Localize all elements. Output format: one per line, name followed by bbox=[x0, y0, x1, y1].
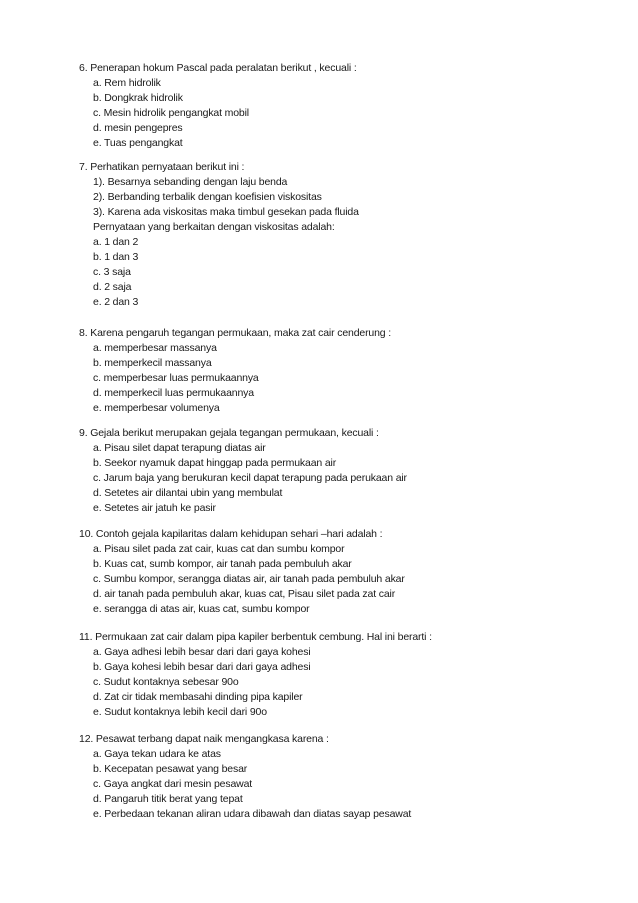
question-stem: 9. Gejala berikut merupakan gejala tegangan permukaan, kecuali : bbox=[79, 427, 379, 439]
answer-option: c. Sumbu kompor, serangga diatas air, air tanah pada pembuluh akar bbox=[93, 573, 405, 585]
answer-option: c. Sudut kontaknya sebesar 90o bbox=[93, 676, 239, 688]
answer-option: d. Setetes air dilantai ubin yang membulat bbox=[93, 487, 283, 499]
answer-option: d. air tanah pada pembuluh akar, kuas cat, Pisau silet pada zat cair bbox=[93, 588, 396, 600]
answer-option: a. memperbesar massanya bbox=[93, 342, 217, 354]
answer-option: b. Dongkrak hidrolik bbox=[93, 92, 183, 104]
answer-option: a. Pisau silet pada zat cair, kuas cat dan sumbu kompor bbox=[93, 543, 345, 555]
answer-option: e. 2 dan 3 bbox=[93, 296, 139, 308]
answer-option: e. Sudut kontaknya lebih kecil dari 90o bbox=[93, 706, 267, 718]
answer-option: e. Perbedaan tekanan aliran udara dibawah dan diatas sayap pesawat bbox=[93, 808, 412, 820]
answer-option: c. Jarum baja yang berukuran kecil dapat terapung pada perukaan air bbox=[93, 472, 407, 484]
question-stem: 10. Contoh gejala kapilaritas dalam kehidupan sehari –hari adalah : bbox=[79, 528, 383, 540]
question-9 bbox=[79, 426, 599, 516]
question-11 bbox=[79, 630, 599, 720]
answer-option: a. Rem hidrolik bbox=[93, 77, 161, 89]
question-stem: 7. Perhatikan pernyataan berikut ini : bbox=[79, 161, 245, 173]
answer-option: e. serangga di atas air, kuas cat, sumbu kompor bbox=[93, 603, 310, 615]
answer-option: a. 1 dan 2 bbox=[93, 236, 139, 248]
answer-option: d. Zat cir tidak membasahi dinding pipa kapiler bbox=[93, 691, 303, 703]
answer-option: c. Gaya angkat dari mesin pesawat bbox=[93, 778, 253, 790]
answer-option: d. Pangaruh titik berat yang tepat bbox=[93, 793, 243, 805]
question-8 bbox=[79, 326, 599, 416]
answer-option: e. memperbesar volumenya bbox=[93, 402, 220, 414]
answer-option: d. memperkecil luas permukaannya bbox=[93, 387, 254, 399]
answer-option: b. Kuas cat, sumb kompor, air tanah pada pembuluh akar bbox=[93, 558, 352, 570]
answer-option: c. Mesin hidrolik pengangkat mobil bbox=[93, 107, 249, 119]
answer-option: a. Gaya tekan udara ke atas bbox=[93, 748, 221, 760]
answer-option: a. Pisau silet dapat terapung diatas air bbox=[93, 442, 266, 454]
statement-line: 3). Karena ada viskositas maka timbul gesekan pada fluida bbox=[93, 206, 359, 218]
question-10 bbox=[79, 527, 599, 617]
question-stem: 6. Penerapan hokum Pascal pada peralatan berikut , kecuali : bbox=[79, 62, 357, 74]
answer-option: d. 2 saja bbox=[93, 281, 132, 293]
question-7 bbox=[79, 160, 599, 310]
answer-option: e. Tuas pengangkat bbox=[93, 137, 183, 149]
statement-line: Pernyataan yang berkaitan dengan viskositas adalah: bbox=[93, 221, 335, 233]
answer-option: b. Gaya kohesi lebih besar dari dari gaya adhesi bbox=[93, 661, 311, 673]
answer-option: a. Gaya adhesi lebih besar dari dari gaya kohesi bbox=[93, 646, 311, 658]
answer-option: c. memperbesar luas permukaannya bbox=[93, 372, 259, 384]
question-6 bbox=[79, 61, 599, 151]
answer-option: c. 3 saja bbox=[93, 266, 131, 278]
question-stem: 12. Pesawat terbang dapat naik mengangkasa karena : bbox=[79, 733, 329, 745]
answer-option: b. Kecepatan pesawat yang besar bbox=[93, 763, 248, 775]
question-stem: 11. Permukaan zat cair dalam pipa kapiler berbentuk cembung. Hal ini berarti : bbox=[79, 631, 432, 643]
question-stem: 8. Karena pengaruh tegangan permukaan, maka zat cair cenderung : bbox=[79, 327, 392, 339]
statement-line: 1). Besarnya sebanding dengan laju benda bbox=[93, 176, 288, 188]
answer-option: e. Setetes air jatuh ke pasir bbox=[93, 502, 216, 514]
answer-option: b. Seekor nyamuk dapat hinggap pada permukaan air bbox=[93, 457, 337, 469]
answer-option: d. mesin pengepres bbox=[93, 122, 183, 134]
answer-option: b. memperkecil massanya bbox=[93, 357, 212, 369]
answer-option: b. 1 dan 3 bbox=[93, 251, 139, 263]
question-12 bbox=[79, 732, 599, 822]
statement-line: 2). Berbanding terbalik dengan koefisien viskositas bbox=[93, 191, 322, 203]
